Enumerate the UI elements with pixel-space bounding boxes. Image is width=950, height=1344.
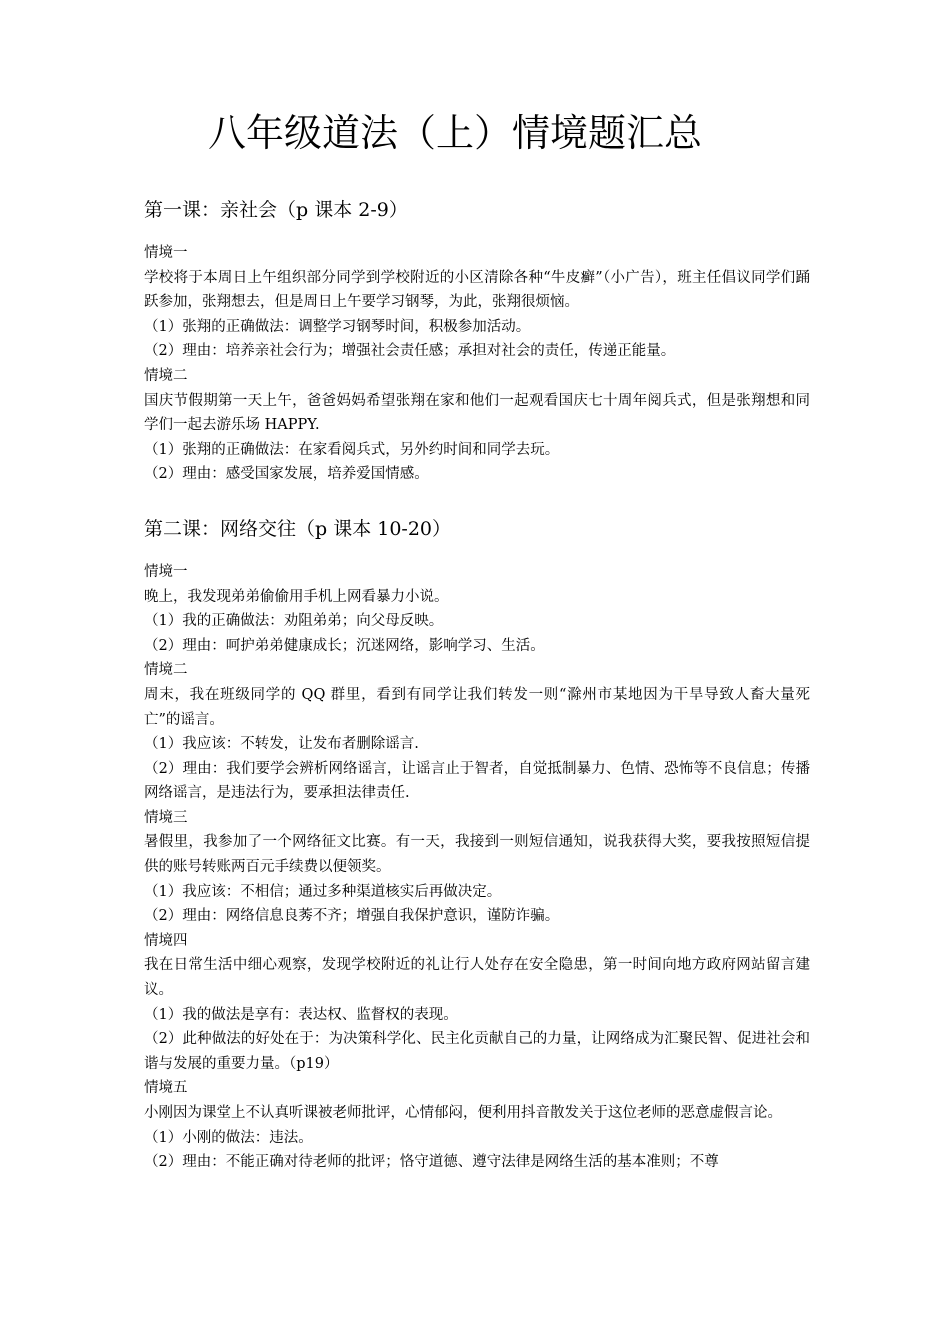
scenario-point: （1）小刚的做法：违法。 [144,1129,313,1146]
scenario-2-5 [144,1076,810,1174]
scenario-point: （2）理由：不能正确对待老师的批评；恪守道德、遵守法律是网络生活的基本准则；不尊 [144,1154,719,1171]
scenario-2-1 [144,560,810,658]
lesson-heading: 第二课：网络交往（p 课本 10-20） [144,517,452,540]
scenario-point: （1）我的正确做法：劝阻弟弟；向父母反映。 [144,613,444,630]
scenario-text: 周末，我在班级同学的 QQ 群里，看到有同学让我们转发一则“滁州市某地因为干旱导致人畜大量死亡”的谣言。 [144,686,810,728]
scenario-point: （2）此种做法的好处在于：为决策科学化、民主化贡献自己的力量，让网络成为汇聚民智、促进社会和谐与发展的重要力量。（p19） [144,1031,810,1072]
scenario-point: （1）我应该：不转发，让发布者删除谣言. [144,736,419,753]
scenario-point: （1）我的做法是享有：表达权、监督权的表现。 [144,1006,458,1023]
scenario-text: 学校将于本周日上午组织部分同学到学校附近的小区清除各种“牛皮癣”（小广告），班主任倡议同学们踊跃参加，张翔想去，但是周日上午要学习钢琴，为此，张翔很烦恼。 [144,269,810,311]
scenario-point: （2）理由：呵护弟弟健康成长；沉迷网络，影响学习、生活。 [144,637,545,654]
document-body [144,195,810,1202]
scenario-point: （1）张翔的正确做法：调整学习钢琴时间，积极参加活动。 [144,318,531,335]
scenario-1-1 [144,241,810,364]
scenario-text: 我在日常生活中细心观察，发现学校附近的礼让行人处存在安全隐患，第一时间向地方政府网站留言建议。 [144,957,810,999]
scenario-title: 情境一 [144,245,188,261]
scenario-point: （1）张翔的正确做法：在家看阅兵式，另外约时间和同学去玩。 [144,441,560,458]
scenario-text: 暑假里，我参加了一个网络征文比赛。有一天，我接到一则短信通知，说我获得大奖，要我按照短信提供的账号转账两百元手续费以便领奖。 [144,834,810,876]
scenario-title: 情境三 [144,809,188,826]
lesson-2 [144,514,810,1175]
lesson-1 [144,195,810,487]
scenario-point: （2）理由：网络信息良莠不齐；增强自我保护意识，谨防诈骗。 [144,908,560,925]
scenario-title: 情境一 [144,563,188,580]
scenario-text: 晚上，我发现弟弟偷偷用手机上网看暴力小说。 [144,588,449,605]
scenario-2-4 [144,929,810,1077]
scenario-2-2 [144,658,810,806]
scenario-text: 国庆节假期第一天上午，爸爸妈妈希望张翔在家和他们一起观看国庆七十周年阅兵式，但是张翔想和同学们一起去游乐场 HAPPY. [144,392,810,434]
document-title: 八年级道法（上）情境题汇总 [207,111,702,155]
scenario-title: 情境五 [144,1080,188,1097]
scenario-text: 小刚因为课堂上不认真听课被老师批评，心情郁闷，便利用抖音散发关于这位老师的恶意虚假言论。 [144,1105,782,1121]
scenario-point: （2）理由：感受国家发展，培养爱国情感。 [144,466,429,483]
lesson-heading: 第一课：亲社会（p 课本 2-9） [144,199,408,221]
scenario-title: 情境四 [144,932,188,949]
scenario-point: （1）我应该：不相信；通过多种渠道核实后再做决定。 [144,883,502,900]
scenario-1-2 [144,364,810,487]
scenario-point: （2）理由：我们要学会辨析网络谣言，让谣言止于智者，自觉抵制暴力、色情、恐怖等不良信息；传播网络谣言，是违法行为，要承担法律责任. [144,760,810,802]
scenario-title: 情境二 [144,367,188,384]
scenario-2-3 [144,806,810,929]
scenario-title: 情境二 [144,662,188,679]
scenario-point: （2）理由：培养亲社会行为；增强社会责任感；承担对社会的责任，传递正能量。 [144,343,676,360]
